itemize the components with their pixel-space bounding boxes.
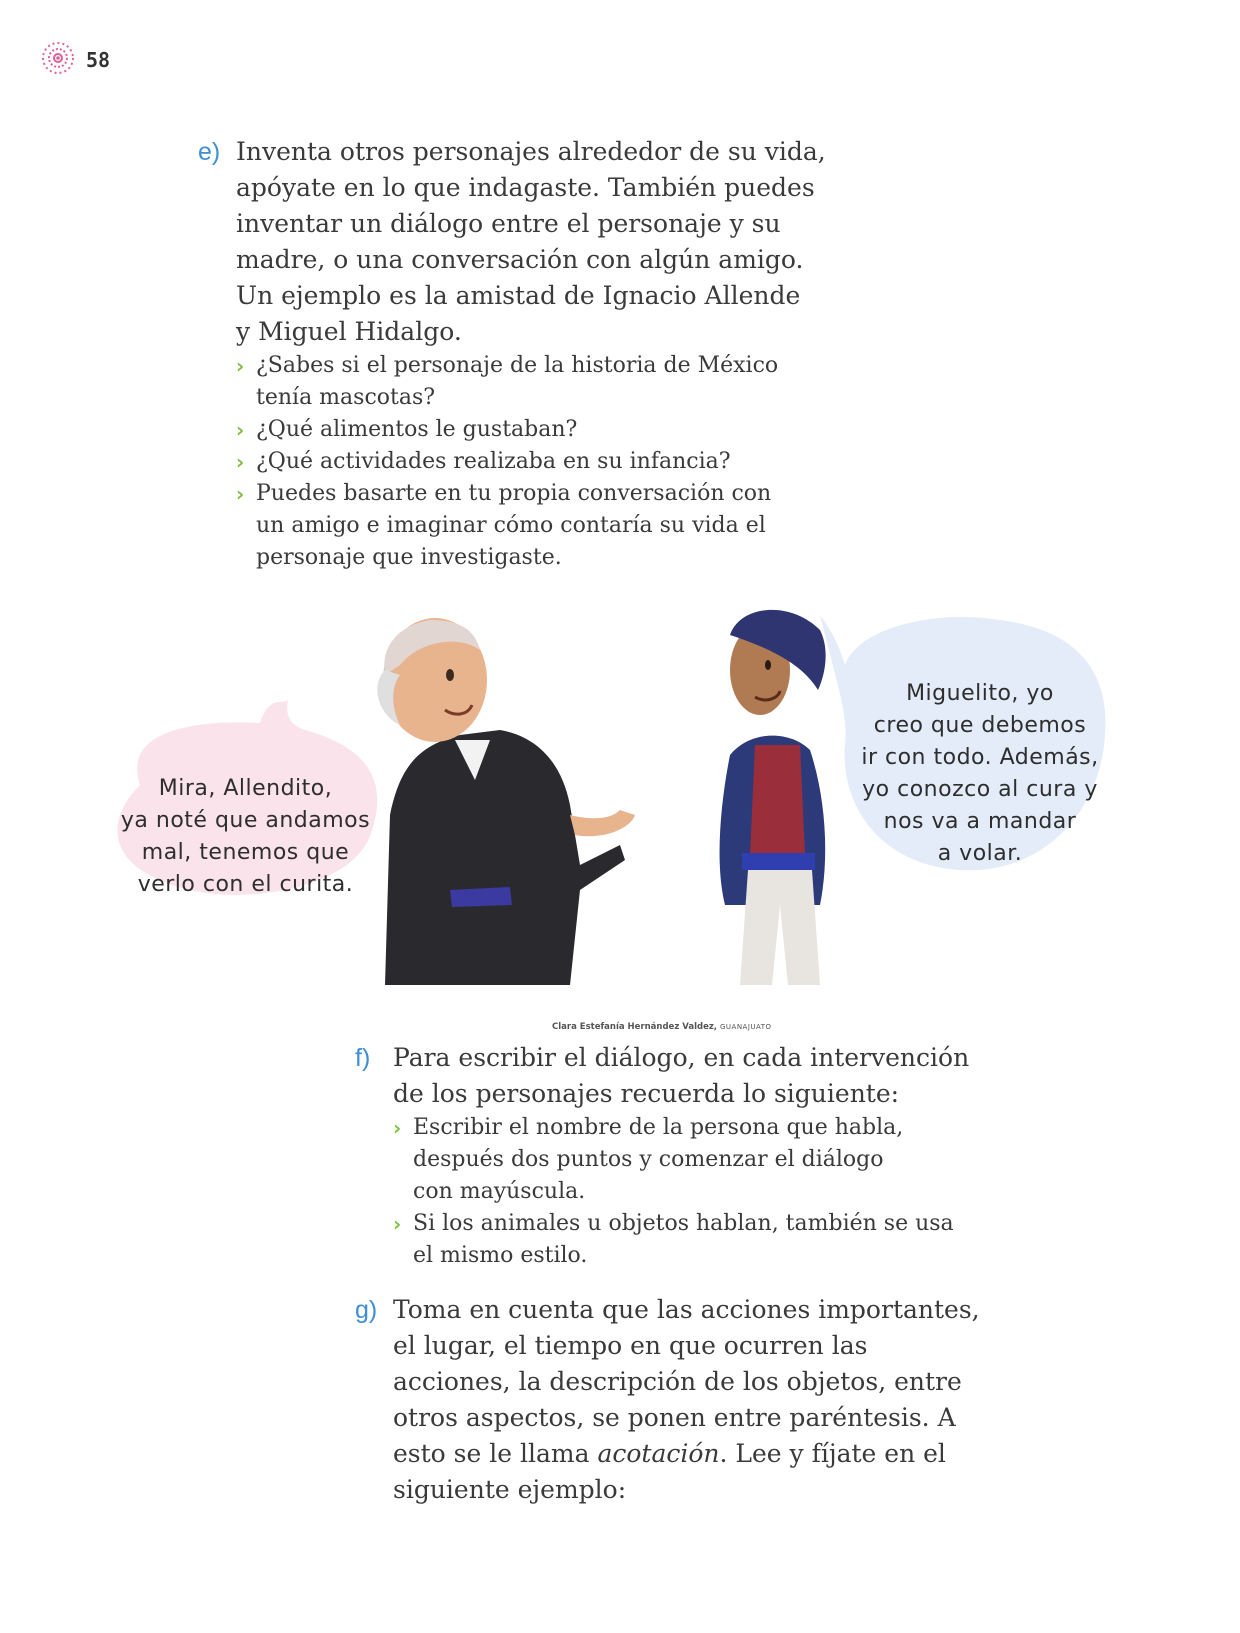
allende-figure	[720, 610, 826, 985]
bullet-line: ¿Qué alimentos le gustaban?	[256, 417, 578, 442]
bubble-line: creo que debemos	[873, 713, 1087, 738]
bullet-line: Puedes basarte en tu propia conversación con	[256, 481, 772, 506]
chevron-bullet-icon: ›	[236, 354, 245, 378]
paragraph-line	[393, 1436, 980, 1472]
bubble-line: nos va a mandar	[883, 809, 1077, 834]
bullet-line: Si los animales u objetos hablan, también se usa	[413, 1211, 954, 1236]
paragraph-line: madre, o una conversación con algún amigo.	[236, 245, 804, 274]
paragraph-line: siguiente ejemplo:	[393, 1475, 627, 1504]
paragraph-line: Inventa otros personajes alrededor de su vida,	[236, 137, 826, 166]
chevron-bullet-icon: ›	[236, 482, 245, 506]
left-bubble-text	[118, 773, 373, 901]
section-g	[355, 1292, 995, 1508]
bullet-line: con mayúscula.	[413, 1179, 586, 1204]
bullet-line: Escribir el nombre de la persona que habla,	[413, 1115, 904, 1140]
bubble-line: a volar.	[937, 841, 1023, 866]
paragraph-line: y Miguel Hidalgo.	[236, 317, 462, 346]
chevron-bullet-icon: ›	[393, 1212, 402, 1236]
bubble-line: Miguelito, yo	[906, 681, 1054, 706]
paragraph-line: apóyate en lo que indagaste. También puedes	[236, 173, 815, 202]
bubble-line: mal, tenemos que	[141, 840, 350, 865]
bullet-item	[393, 1208, 995, 1272]
bullet-line: ¿Qué actividades realizaba en su infancia?	[256, 449, 731, 474]
paragraph-line: acciones, la descripción de los objetos, entre	[393, 1367, 962, 1396]
paragraph-line: otros aspectos, se ponen entre paréntesis. A	[393, 1403, 956, 1432]
bullet-item	[393, 1112, 995, 1208]
section-g-paragraph	[393, 1292, 980, 1508]
section-e-paragraph	[236, 134, 826, 350]
item-marker: g)	[355, 1296, 378, 1324]
paragraph-line: de los personajes recuerda lo siguiente:	[393, 1079, 900, 1108]
bullet-line: después dos puntos y comenzar el diálogo	[413, 1147, 884, 1172]
dialogue-illustration	[100, 605, 1160, 1025]
bullet-line: ¿Sabes si el personaje de la historia de México	[256, 353, 779, 378]
paragraph-line: el lugar, el tiempo en que ocurren las	[393, 1331, 868, 1360]
bullet-item	[236, 350, 838, 414]
paragraph-line: Un ejemplo es la amistad de Ignacio Allende	[236, 281, 801, 310]
page-header	[40, 40, 110, 80]
bullet-line: un amigo e imaginar cómo contaría su vida el	[256, 513, 766, 538]
section-f	[355, 1040, 995, 1272]
term-acotacion: acotación	[597, 1439, 720, 1468]
paragraph-line: inventar un diálogo entre el personaje y su	[236, 209, 781, 238]
bubble-line: Mira, Allendito,	[158, 776, 333, 801]
flower-ornament-icon	[40, 40, 76, 80]
item-marker: f)	[355, 1044, 371, 1072]
bullet-item	[236, 446, 838, 478]
paragraph-line: Toma en cuenta que las acciones importantes,	[393, 1295, 980, 1324]
bullet-item	[236, 478, 838, 574]
hidalgo-figure	[377, 618, 635, 985]
credit-location: GUANAJUATO	[719, 1023, 772, 1031]
bullet-line: el mismo estilo.	[413, 1243, 588, 1268]
text-span: . Lee y fíjate en el	[719, 1439, 946, 1468]
text-span: esto se le llama	[393, 1439, 598, 1468]
bullet-line: tenía mascotas?	[256, 385, 436, 410]
chevron-bullet-icon: ›	[393, 1116, 402, 1140]
illustration-credit	[552, 1022, 772, 1032]
paragraph-line: Para escribir el diálogo, en cada intervención	[393, 1043, 970, 1072]
bubble-line: yo conozco al cura y	[862, 777, 1098, 802]
bubble-line: verlo con el curita.	[137, 872, 354, 897]
bubble-line: ir con todo. Además,	[861, 745, 1099, 770]
bubble-line: ya noté que andamos	[120, 808, 371, 833]
section-e-bullets	[236, 350, 838, 574]
chevron-bullet-icon: ›	[236, 418, 245, 442]
credit-name: Clara Estefanía Hernández Valdez,	[552, 1022, 718, 1032]
section-e	[198, 134, 838, 574]
bullet-item	[236, 414, 838, 446]
bullet-line: personaje que investigaste.	[256, 545, 562, 570]
page-number: 58	[86, 48, 111, 72]
section-f-paragraph	[393, 1040, 969, 1112]
chevron-bullet-icon: ›	[236, 450, 245, 474]
item-marker: e)	[198, 138, 221, 166]
right-bubble-text	[855, 678, 1105, 870]
section-f-bullets	[393, 1112, 995, 1272]
